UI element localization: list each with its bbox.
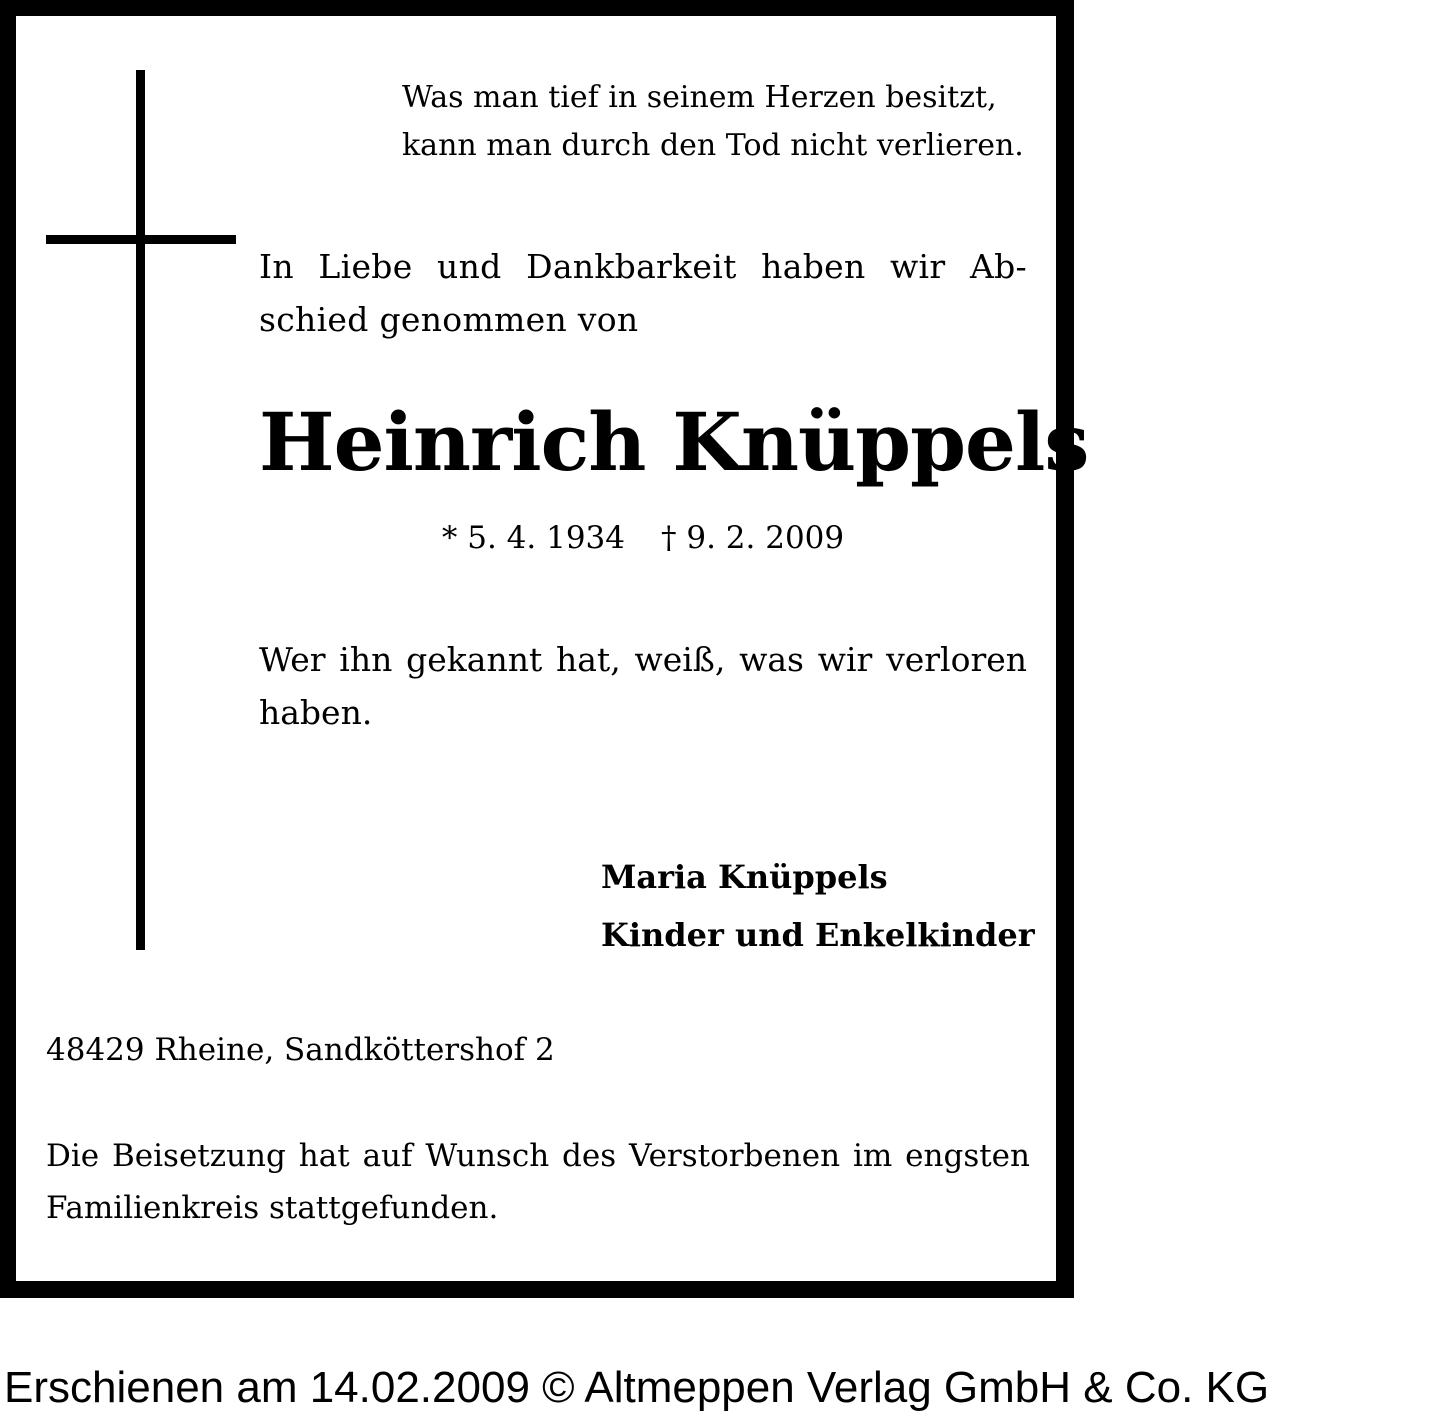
- intro-line-2: schied genommen von: [259, 300, 639, 339]
- cross-symbol-vertical-bar: [136, 70, 145, 950]
- burial-note-line-2: Familienkreis stattgefunden.: [46, 1190, 499, 1226]
- cross-symbol-horizontal-bar: [46, 235, 236, 244]
- intro-text: [259, 240, 1027, 346]
- death-date: † 9. 2. 2009: [661, 520, 845, 556]
- deceased-name: Heinrich Knüppels: [259, 395, 1089, 489]
- burial-note-line-1: Die Beisetzung hat auf Wunsch des Verstorbenen im engsten: [46, 1138, 1030, 1174]
- motto-quote: [402, 74, 1042, 170]
- mourners-signature: [601, 848, 1041, 964]
- publication-credit: Erschienen am 14.02.2009 © Altmeppen Verlag GmbH & Co. KG: [4, 1363, 1270, 1412]
- remembrance-line-1: Wer ihn gekannt hat, weiß, was wir verloren: [259, 640, 1027, 679]
- remembrance-line-2: haben.: [259, 693, 373, 732]
- remembrance-text: [259, 633, 1027, 739]
- family-address: 48429 Rheine, Sandköttershof 2: [46, 1032, 555, 1068]
- birth-date: * 5. 4. 1934: [441, 520, 625, 556]
- intro-line-1: In Liebe und Dankbarkeit haben wir Ab-: [259, 247, 1027, 286]
- burial-note: [46, 1130, 1030, 1234]
- motto-line-2: kann man durch den Tod nicht verlieren.: [402, 128, 1024, 163]
- life-dates: [259, 516, 1027, 560]
- mourner-family: Kinder und Enkelkinder: [601, 916, 1035, 954]
- motto-line-1: Was man tief in seinem Herzen besitzt,: [402, 80, 997, 115]
- mourner-spouse: Maria Knüppels: [601, 858, 888, 896]
